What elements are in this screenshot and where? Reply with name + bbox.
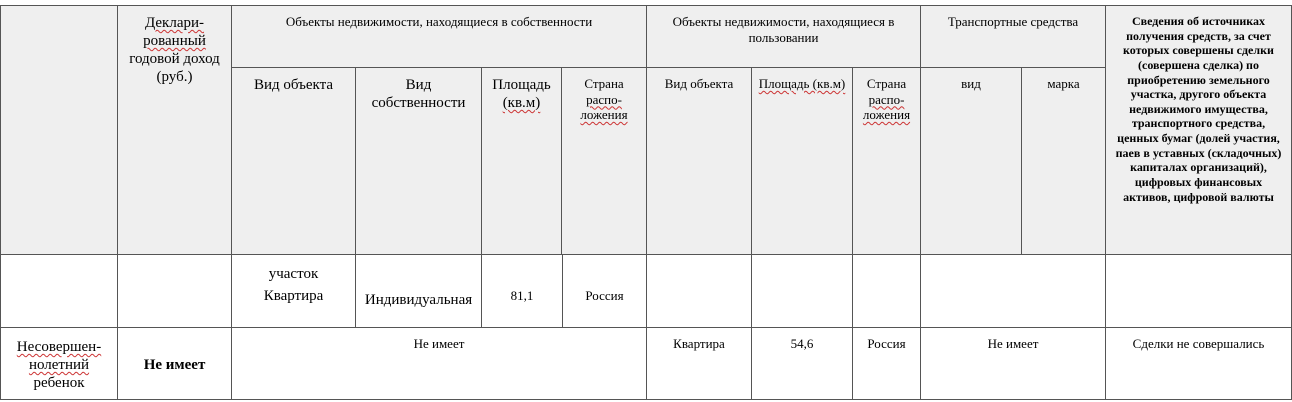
header-owned-group bbox=[231, 5, 647, 68]
header-transport-brand bbox=[1021, 67, 1106, 255]
row1-country bbox=[562, 254, 647, 328]
row2-person-line3: ребенок bbox=[33, 375, 85, 391]
row2-person-line2: нолетний bbox=[28, 357, 90, 373]
header-used-country-line1: Страна bbox=[866, 76, 907, 91]
header-owned-country-line2: распо- bbox=[586, 91, 622, 107]
row1-owned-types bbox=[231, 254, 356, 328]
row2-owned-merged bbox=[231, 327, 647, 400]
header-sources bbox=[1105, 5, 1292, 255]
row2-sources bbox=[1105, 327, 1292, 400]
header-empty-cell bbox=[0, 5, 118, 255]
row2-used-type bbox=[646, 327, 752, 400]
header-ownership-line1: Вид bbox=[405, 77, 432, 93]
header-transport-group-label: Транспортные средства bbox=[947, 14, 1079, 29]
header-owned-area bbox=[481, 67, 562, 255]
header-used-group-label: Объекты недвижимости, находящиеся в пользовании bbox=[672, 14, 895, 45]
row1-area bbox=[481, 254, 563, 328]
row1-ownership-value: Индивидуальная bbox=[364, 292, 473, 308]
header-used-country bbox=[852, 67, 921, 255]
header-used-country-line3: ложения bbox=[862, 107, 911, 123]
row2-transport-merged-value: Не имеет bbox=[987, 336, 1039, 351]
header-used-area-label: Площадь (кв.м) bbox=[758, 76, 846, 91]
header-income-line3: годовой доход bbox=[129, 51, 220, 67]
header-used-group bbox=[646, 5, 921, 68]
header-used-type bbox=[646, 67, 752, 255]
header-owned-country-line1: Страна bbox=[584, 76, 624, 91]
header-sources-label: Сведения об источниках получения средств, за счет которых совершены сделки (совершена сделка) по приобретению земельного участка, другого объекта недвижимого имущества, транспортного средства, ценных бумаг (долей участия, паев в уставных (складочных) капиталах организаций), цифровых финансовых активов, цифровой валюты bbox=[1115, 14, 1282, 204]
header-income-line4: (руб.) bbox=[156, 69, 193, 85]
row1-income bbox=[117, 254, 232, 328]
header-declared-income bbox=[117, 5, 232, 255]
row1-used-country bbox=[852, 254, 921, 328]
header-owned-ownership bbox=[355, 67, 482, 255]
row2-income-value: Не имеет bbox=[143, 357, 206, 373]
row2-used-country-value: Россия bbox=[867, 336, 906, 351]
header-owned-type-label: Вид объекта bbox=[253, 77, 334, 93]
row2-used-area bbox=[751, 327, 853, 400]
header-transport-type-label: вид bbox=[961, 76, 981, 91]
row1-sources bbox=[1105, 254, 1292, 328]
header-transport-brand-label: марка bbox=[1047, 76, 1080, 91]
header-owned-area-line2: (кв.м) bbox=[502, 95, 541, 111]
row1-ownership bbox=[355, 254, 482, 328]
row2-used-country bbox=[852, 327, 921, 400]
header-transport-group bbox=[920, 5, 1106, 68]
row1-owned-type-1: участок bbox=[268, 266, 319, 282]
row2-sources-value: Сделки не совершались bbox=[1132, 336, 1265, 351]
header-owned-area-line1: Площадь bbox=[492, 77, 551, 93]
row2-used-type-value: Квартира bbox=[673, 336, 725, 351]
header-owned-country-line3: ложения bbox=[580, 107, 628, 123]
row2-person bbox=[0, 327, 118, 400]
row1-used-area bbox=[751, 254, 853, 328]
header-owned-country bbox=[561, 67, 647, 255]
row2-person-line1: Несовершен- bbox=[16, 339, 102, 355]
row1-owned-type-2: Квартира bbox=[263, 287, 324, 304]
header-used-country-line2: распо- bbox=[868, 91, 905, 107]
header-owned-type bbox=[231, 67, 356, 255]
row2-owned-merged-value: Не имеет bbox=[413, 336, 465, 351]
row1-used-type bbox=[646, 254, 752, 328]
row1-area-value: 81,1 bbox=[510, 288, 534, 303]
row2-transport-merged bbox=[920, 327, 1106, 400]
header-used-type-label: Вид объекта bbox=[664, 76, 734, 91]
header-ownership-line2: собственности bbox=[371, 95, 466, 111]
row1-transport bbox=[920, 254, 1106, 328]
header-used-area bbox=[751, 67, 853, 255]
header-owned-group-label: Объекты недвижимости, находящиеся в собственности bbox=[285, 14, 593, 29]
row1-country-value: Россия bbox=[585, 288, 624, 303]
header-income-line2: рованный bbox=[143, 33, 206, 49]
row2-used-area-value: 54,6 bbox=[790, 336, 814, 351]
row2-income bbox=[117, 327, 232, 400]
row1-person bbox=[0, 254, 118, 328]
header-transport-type bbox=[920, 67, 1022, 255]
header-income-line1: Деклари- bbox=[144, 15, 205, 31]
